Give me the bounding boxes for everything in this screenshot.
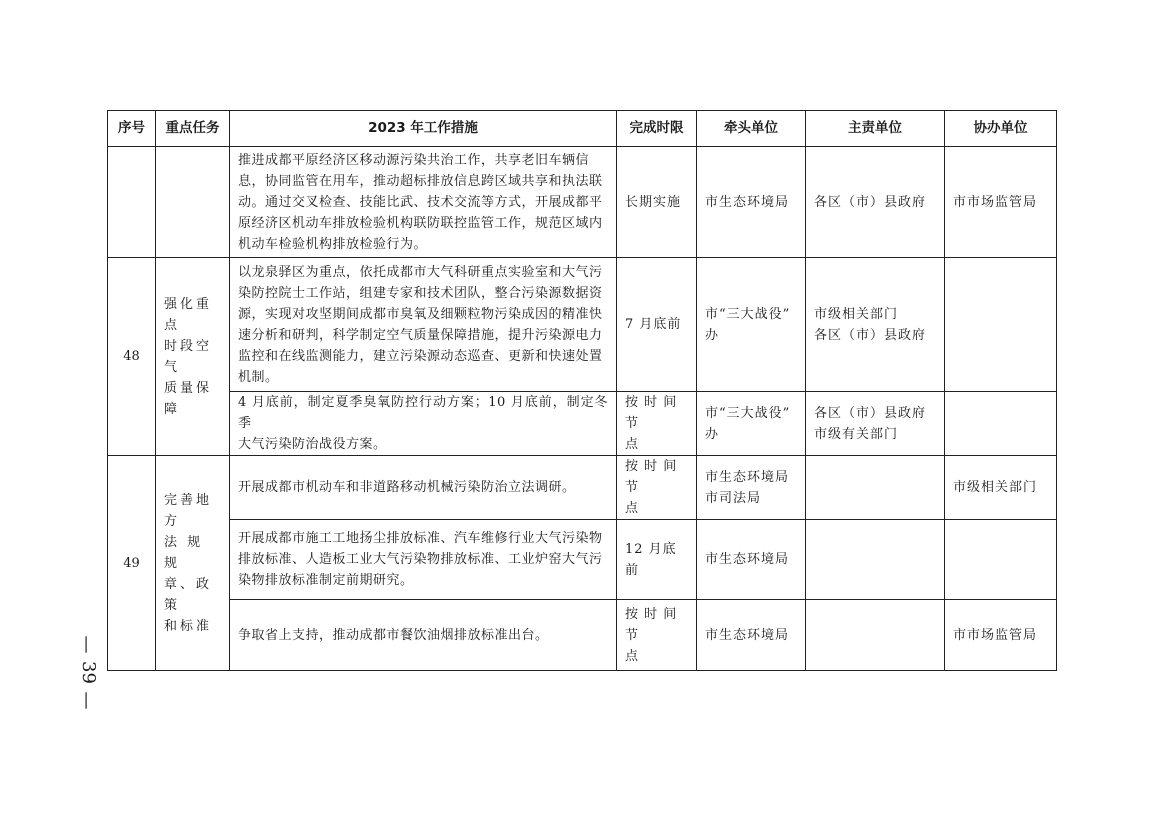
cell-line: 动。通过交叉检查、技能比武、技术交流等方式，开展成都平 <box>238 194 603 210</box>
cell-line: 市级相关部门 <box>814 306 899 322</box>
header-task: 重点任务 <box>156 111 230 147</box>
cell-line: 7 月底前 <box>625 317 682 332</box>
cell-line: 排放标准、人造板工业大气污染物排放标准、工业炉窑大气污 <box>238 552 603 567</box>
measure-cell <box>230 392 617 456</box>
cell-line: 速分析和研判，科学制定空气质量保障措施，提升污染源电力 <box>238 327 603 343</box>
cell-line: 完善地方 <box>164 492 213 529</box>
cell-line: 办 <box>705 327 720 343</box>
table-row <box>108 258 1057 392</box>
cell-line: 各区（市）县政府 <box>814 405 927 421</box>
cell-line: 开展成都市机动车和非道路移动机械污染防治立法调研。 <box>238 480 576 495</box>
cell-line: 各区（市）县政府 <box>814 194 927 210</box>
time-cell <box>617 600 697 671</box>
cell-line: 息，协同监管在用车，推动超标排放信息跨区域共享和执法联 <box>238 173 603 189</box>
time-cell <box>617 147 697 258</box>
lead-cell <box>697 520 806 600</box>
header-time: 完成时限 <box>617 111 697 147</box>
cell-line: 质量保障 <box>164 380 213 417</box>
row-no-cell <box>108 147 156 258</box>
main-cell <box>806 520 945 600</box>
cell-line: 市生态环境局 <box>705 194 790 210</box>
table-row <box>108 600 1057 671</box>
header-lead: 牵头单位 <box>697 111 806 147</box>
row-task-cell <box>156 147 230 258</box>
measure-cell <box>230 520 617 600</box>
cell-line: 办 <box>705 426 720 442</box>
cell-line: 争取省上支持，推动成都市餐饮油烟排放标准出台。 <box>238 627 549 643</box>
cell-line: 开展成都市施工工地扬尘排放标准、汽车维修行业大气污染物 <box>238 531 603 546</box>
cell-line: 大气污染防治战役方案。 <box>238 437 387 452</box>
table-header-row <box>108 111 1057 147</box>
page-number-dash: — <box>76 691 98 710</box>
header-measure: 2023 年工作措施 <box>230 111 617 147</box>
time-cell <box>617 258 697 392</box>
table-row <box>108 456 1057 520</box>
assist-cell <box>945 147 1057 258</box>
work-measures-table <box>107 110 1057 671</box>
cell-line: 市“三大战役” <box>705 306 791 322</box>
cell-line: 源，实现对攻坚期间成都市臭氧及细颗粒物污染成因的精准快 <box>238 306 603 322</box>
measure-cell <box>230 600 617 671</box>
lead-cell <box>697 258 806 392</box>
main-cell <box>806 258 945 392</box>
cell-line: 点 <box>625 437 640 452</box>
lead-cell <box>697 456 806 520</box>
cell-line: 以龙泉驿区为重点，依托成都市大气科研重点实验室和大气污 <box>238 264 603 280</box>
cell-line: 市市场监管局 <box>953 194 1038 210</box>
cell-line: 法 规 规 <box>164 534 204 571</box>
cell-line: 市“三大战役” <box>705 405 791 421</box>
table-row <box>108 392 1057 456</box>
row-task-cell <box>156 258 230 456</box>
cell-line: 推进成都平原经济区移动源污染共治工作，共享老旧车辆信 <box>238 152 590 168</box>
cell-line: 监控和在线监测能力，建立污染源动态巡查、更新和快速处置 <box>238 348 603 364</box>
cell-line: 和标准 <box>164 618 213 634</box>
cell-line: 染物排放标准制定前期研究。 <box>238 573 414 588</box>
row-task-cell <box>156 456 230 671</box>
cell-line: 12 月底前 <box>625 541 677 578</box>
lead-cell <box>697 600 806 671</box>
lead-cell <box>697 392 806 456</box>
main-cell <box>806 392 945 456</box>
assist-cell <box>945 600 1057 671</box>
cell-line: 点 <box>625 501 640 516</box>
row-no-cell: 49 <box>108 456 156 671</box>
cell-line: 章、政策 <box>164 576 213 613</box>
cell-line: 市生态环境局 <box>705 627 790 643</box>
cell-line: 原经济区机动车排放检验机构联防联控监管工作，规范区域内 <box>238 215 603 231</box>
cell-line: 按 时 间 节 <box>625 459 678 495</box>
cell-line: 点 <box>625 648 640 664</box>
time-cell <box>617 520 697 600</box>
row-no-cell: 48 <box>108 258 156 456</box>
cell-line: 按 时 间 节 <box>625 606 678 643</box>
cell-line: 市生态环境局 <box>705 469 790 485</box>
header-assist: 协办单位 <box>945 111 1057 147</box>
lead-cell <box>697 147 806 258</box>
header-no: 序号 <box>108 111 156 147</box>
cell-line: 机动车检验机构排放检验行为。 <box>238 236 428 252</box>
page-number-text: 39 <box>77 661 99 684</box>
cell-line: 染防控院士工作站，组建专家和技术团队，整合污染源数据资 <box>238 285 603 301</box>
cell-line: 时段空气 <box>164 338 213 375</box>
time-cell <box>617 392 697 456</box>
cell-line: 各区（市）县政府 <box>814 327 927 343</box>
assist-cell <box>945 392 1057 456</box>
measure-cell <box>230 147 617 258</box>
assist-cell <box>945 520 1057 600</box>
assist-cell <box>945 258 1057 392</box>
cell-line: 市级有关部门 <box>814 426 899 442</box>
cell-line: 市生态环境局 <box>705 552 790 567</box>
time-cell <box>617 456 697 520</box>
cell-line: 强化重点 <box>164 296 213 333</box>
table-row <box>108 520 1057 600</box>
main-cell <box>806 600 945 671</box>
page-number <box>73 632 103 712</box>
cell-line: 长期实施 <box>625 194 682 210</box>
page-number-dash: — <box>76 635 98 654</box>
cell-line: 市司法局 <box>705 490 762 506</box>
cell-line: 市市场监管局 <box>953 627 1038 643</box>
assist-cell <box>945 456 1057 520</box>
cell-line: 4 月底前，制定夏季臭氧防控行动方案；10 月底前，制定冬季 <box>238 395 608 431</box>
main-cell <box>806 456 945 520</box>
main-cell <box>806 147 945 258</box>
cell-line: 按 时 间 节 <box>625 395 678 431</box>
header-main: 主责单位 <box>806 111 945 147</box>
measure-cell <box>230 258 617 392</box>
cell-line: 市级相关部门 <box>953 480 1038 495</box>
cell-line: 机制。 <box>238 369 279 385</box>
measure-cell <box>230 456 617 520</box>
table-row <box>108 147 1057 258</box>
